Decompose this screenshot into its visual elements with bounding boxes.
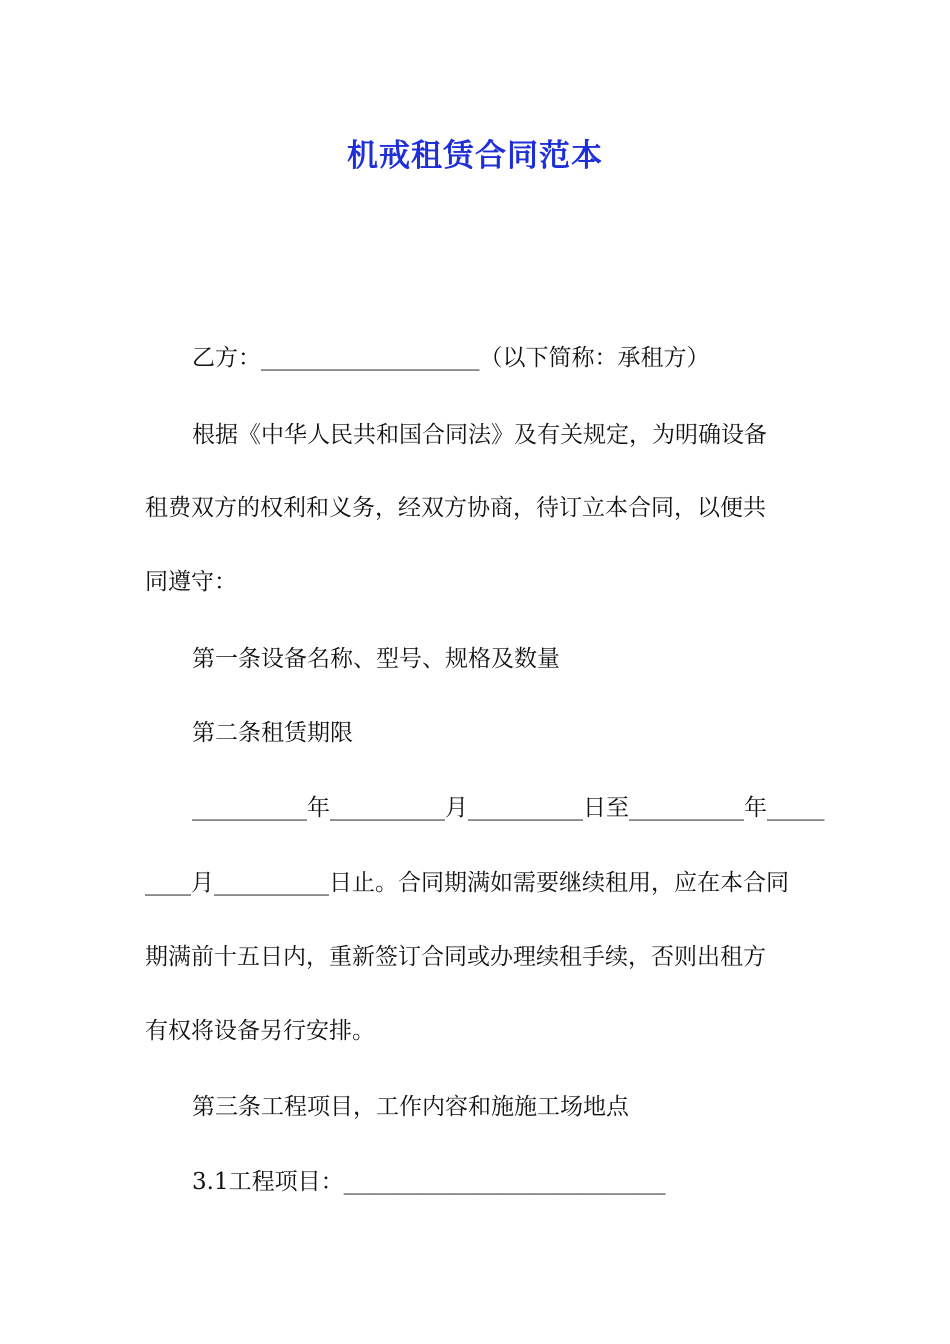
article-1-heading: 第一条设备名称、型号、规格及数量 bbox=[192, 646, 560, 672]
lease-term-line-4: 有权将设备另行安排。 bbox=[145, 1018, 375, 1044]
preamble-line-2: 租费双方的权利和义务，经双方协商，待订立本合同，以便共 bbox=[145, 495, 766, 521]
article-3-heading: 第三条工程项目，工作内容和施施工场地点 bbox=[192, 1094, 629, 1120]
preamble-line-1: 根据《中华人民共和国合同法》及有关规定，为明确设备 bbox=[192, 422, 767, 448]
party-b-line: 乙方：___________________（以下简称：承租方） bbox=[192, 345, 710, 371]
preamble-line-3: 同遵守： bbox=[145, 569, 237, 595]
lease-term-line-2: ____月__________日止。合同期满如需要继续租用，应在本合同 bbox=[145, 870, 789, 896]
project-field-line: 3.1工程项目：____________________________ bbox=[192, 1169, 666, 1195]
lease-term-line-1: __________年__________月__________日至__________年_____ bbox=[192, 795, 825, 821]
document-title: 机戒租赁合同范本 bbox=[347, 138, 603, 174]
article-2-heading: 第二条租赁期限 bbox=[192, 720, 353, 746]
lease-term-line-3: 期满前十五日内，重新签订合同或办理续租手续，否则出租方 bbox=[145, 944, 766, 970]
